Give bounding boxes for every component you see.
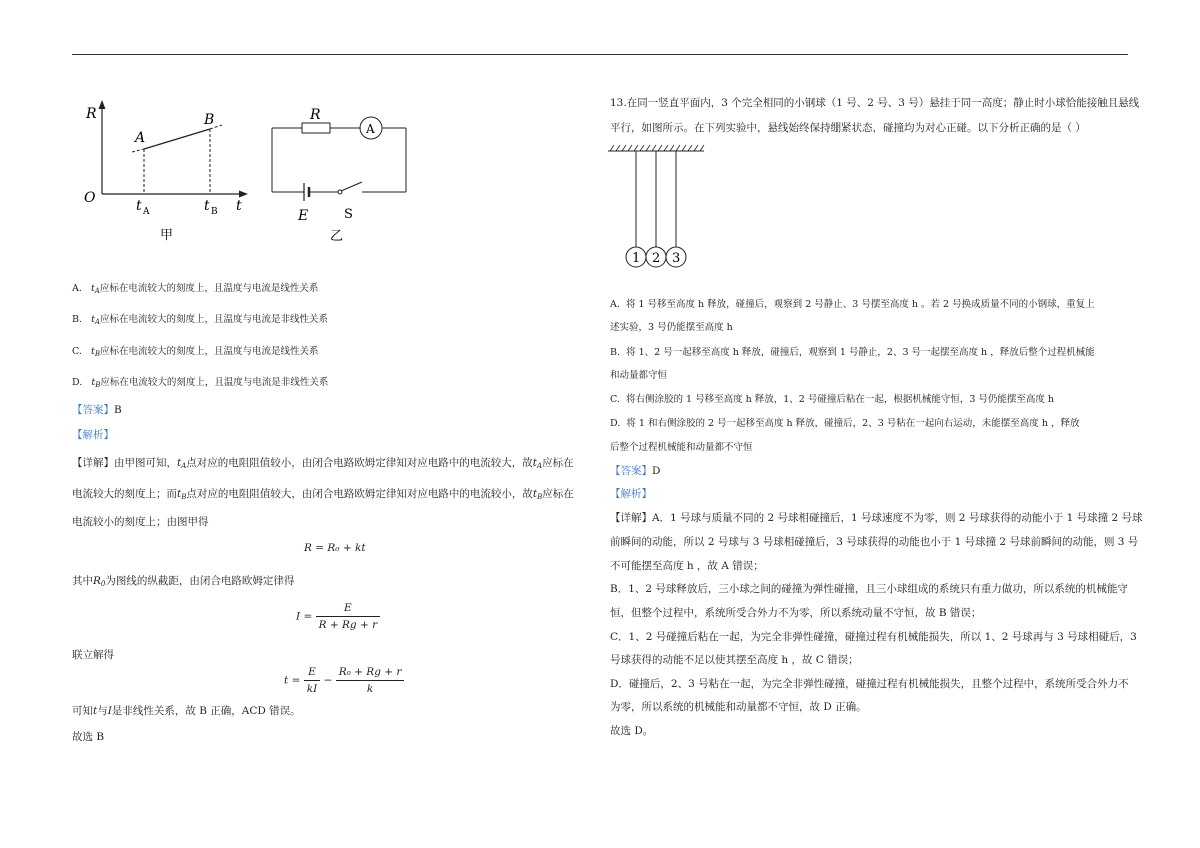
tick-ta-sub: A xyxy=(143,207,150,217)
detail-line-6: 可知t与I是非线性关系，故 B 正确，ACD 错误。 xyxy=(72,705,301,717)
q13-answer-line: 【答案】D xyxy=(610,465,661,477)
option-c: C. $t_B$应标在电流较大的刻度上，且温度与电流是线性关系 xyxy=(72,346,319,358)
axis-x-label: t xyxy=(236,198,242,214)
tick-ta-label: t xyxy=(136,198,142,214)
q13-detail-line-3: 不可能摆至高度 h ，故 A 错误； xyxy=(610,560,764,572)
equation-1: R = R₀ + kt xyxy=(304,542,366,554)
page-header-rule xyxy=(72,54,1128,55)
q13-detail-line-7: 号球获得的动能不足以使其摆至高度 h ，故 C 错误； xyxy=(610,654,859,666)
answer-value: B xyxy=(114,404,122,416)
detail-line-7: 故选 B xyxy=(72,731,105,743)
q13-option-a-line-1: A. 将 1 号移至高度 h 释放，碰撞后，观察到 2 号静止、3 号摆至高度 h 。若 2 号换成质量不同的小钢球，重复上 xyxy=(610,299,1095,310)
q13-detail-line-6: C．1、2 号碰撞后粘在一起，为完全非弹性碰撞，碰撞过程有机械能损失，所以 1、2 号球再与 3 号球相碰后，3 xyxy=(610,631,1137,643)
figure-jia-graph xyxy=(80,96,260,246)
q13-option-c-line-1: C. 将右侧涂胶的 1 号移至高度 h 释放，1、2 号碰撞后粘在一起，根据机械能守恒，3 号仍能摆至高度 h xyxy=(610,394,1055,405)
detail-line-2: 电流较大的刻度上；而$t_B$点对应的电阻阻值较大，由闭合电路欧姆定律知对应电路中的电流较小，故$t_B$应标在 xyxy=(72,488,574,501)
ammeter-label: A xyxy=(366,122,375,136)
equation-2: I = $\frac{E}{R + Rg + r}$ xyxy=(296,602,380,631)
tick-tb-sub: B xyxy=(211,207,218,217)
question-13-line-2: 平行，如图所示。在下列实验中，悬线始终保持绷紧状态，碰撞均为对心正碰。以下分析正确的是（ ） xyxy=(610,122,1086,134)
ball-1-label: 1 xyxy=(632,251,641,266)
detail-line-1: 【详解】由甲图可知，$t_A$点对应的电阻阻值较小，由闭合电路欧姆定律知对应电路中的电流较大，故$t_A$应标在 xyxy=(72,457,574,470)
q13-detail-line-5: 恒，但整个过程中，系统所受合外力不为零，所以系统动量不守恒，故 B 错误； xyxy=(610,607,982,619)
tick-tb-label: t xyxy=(204,198,210,214)
pendulum-figure xyxy=(604,142,714,272)
point-b-label: B xyxy=(204,112,215,128)
q13-detail-line-9: 为零，所以系统的机械能和动量都不守恒，故 D 正确。 xyxy=(610,701,867,713)
question-13-line-1: 13.在同一竖直平面内，3 个完全相同的小钢球（1 号、2 号、3 号）悬挂于同一高度；静止时小球恰能接触且悬线 xyxy=(610,97,1140,109)
q13-detail-line-1: 【详解】A．1 号球与质量不同的 2 号球相碰撞后，1 号球速度不为零，则 2 号球获得的动能小于 1 号球撞 2 号球 xyxy=(610,512,1143,524)
q13-option-d-line-1: D. 将 1 和右侧涂胶的 2 号一起移至高度 h 释放，碰撞后，2、3 号粘在一起向右运动，未能摆至高度 h ，释放 xyxy=(610,418,1080,429)
q13-option-d-line-2: 后整个过程机械能和动量都不守恒 xyxy=(610,442,753,453)
figure-yi-caption: 乙 xyxy=(330,229,344,244)
q13-detail-line-8: D．碰撞后，2、3 号粘在一起，为完全非弹性碰撞，碰撞过程有机械能损失，且整个过程中，系统所受合外力不 xyxy=(610,678,1129,690)
q13-analysis-tag: 【解析】 xyxy=(610,488,652,500)
figure-jia-caption: 甲 xyxy=(160,228,174,243)
ball-3-label: 3 xyxy=(672,251,681,266)
ball-2-label: 2 xyxy=(652,251,661,266)
equation-3: t = $\frac{E}{kI}$ − $\frac{\text{R₀ + Rg + r}}{k}$ xyxy=(284,666,404,695)
detail-line-4: 其中$R_0$为图线的纵截距，由闭合电路欧姆定律得 xyxy=(72,575,295,588)
q13-option-b-line-2: 和动量都守恒 xyxy=(610,370,668,381)
answer-line: 【答案】B xyxy=(72,404,122,416)
origin-label: O xyxy=(84,190,96,206)
resistor-label: R xyxy=(310,107,321,123)
switch-label: S xyxy=(344,207,353,222)
option-b: B. $t_A$应标在电流较大的刻度上，且温度与电流是非线性关系 xyxy=(72,314,328,326)
axis-y-label: R xyxy=(86,106,97,122)
option-d: D. $t_B$应标在电流较大的刻度上，且温度与电流是非线性关系 xyxy=(72,377,329,389)
point-a-label: A xyxy=(135,130,146,146)
battery-label: E xyxy=(298,208,309,224)
q13-option-b-line-1: B. 将 1、2 号一起移至高度 h 释放，碰撞后，观察到 1 号静止，2、3 号一起摆至高度 h ，释放后整个过程机械能 xyxy=(610,347,1095,358)
detail-line-3: 电流较小的刻度上；由图甲得 xyxy=(72,516,209,528)
q13-answer-value: D xyxy=(652,465,661,477)
q13-detail-line-10: 故选 D。 xyxy=(610,725,654,737)
q13-option-a-line-2: 述实验，3 号仍能摆至高度 h xyxy=(610,322,733,333)
figure-yi-circuit xyxy=(266,104,416,244)
q13-detail-line-2: 前瞬间的动能，所以 2 号球与 3 号球相碰撞后，3 号球获得的动能也小于 1 号球撞 2 号球前瞬间的动能，则 3 号 xyxy=(610,536,1139,548)
detail-line-5: 联立解得 xyxy=(72,649,114,661)
analysis-tag: 【解析】 xyxy=(72,429,114,441)
option-a: A. $t_A$应标在电流较大的刻度上，且温度与电流是线性关系 xyxy=(72,283,319,295)
q13-detail-line-4: B．1、2 号球释放后，三小球之间的碰撞为弹性碰撞，且三小球组成的系统只有重力做功，所以系统的机械能守 xyxy=(610,583,1128,595)
